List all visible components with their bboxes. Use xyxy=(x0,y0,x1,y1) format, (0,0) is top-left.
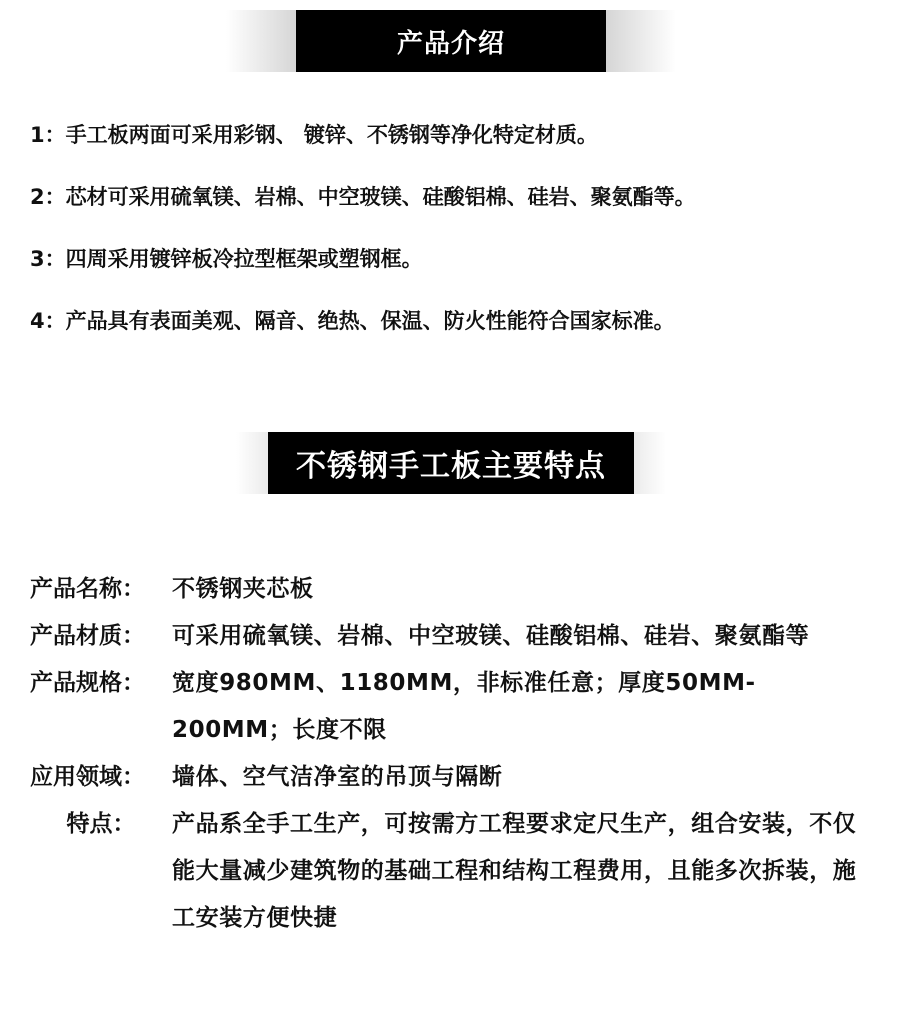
spec-row-name xyxy=(30,566,860,613)
features-banner xyxy=(0,432,902,494)
intro-item: 2：芯材可采用硫氧镁、岩棉、中空玻镁、硅酸铝棉、硅岩、聚氨酯等。 xyxy=(30,185,696,209)
spec-label: 应用领域： xyxy=(30,764,145,790)
spec-value: 宽度980MM、1180MM，非标准任意；厚度50MM-200MM；长度不限 xyxy=(172,670,756,743)
intro-item: 3：四周采用镀锌板冷拉型框架或塑钢框。 xyxy=(30,247,423,271)
spec-row-size xyxy=(30,660,860,754)
spec-row-material xyxy=(30,613,860,660)
banner-shadow xyxy=(236,432,666,494)
spec-row-application xyxy=(30,754,860,801)
spec-table xyxy=(30,566,860,942)
intro-list xyxy=(30,110,880,358)
spec-label: 产品名称： xyxy=(30,576,145,602)
spec-label: 产品规格： xyxy=(30,670,145,696)
product-intro-banner xyxy=(0,10,902,72)
product-intro-section xyxy=(0,0,902,400)
spec-value: 不锈钢夹芯板 xyxy=(172,576,314,602)
intro-item: 1：手工板两面可采用彩钢、 镀锌、不锈钢等净化特定材质。 xyxy=(30,123,598,147)
spec-value: 可采用硫氧镁、岩棉、中空玻镁、硅酸铝棉、硅岩、聚氨酯等 xyxy=(172,623,810,649)
spec-value: 产品系全手工生产，可按需方工程要求定尺生产，组合安装，不仅能大量减少建筑物的基础工程和结构工程费用，且能多次拆装，施工安装方便快捷 xyxy=(172,811,857,931)
product-intro-title: 产品介绍 xyxy=(296,10,606,72)
features-title: 不锈钢手工板主要特点 xyxy=(268,432,634,494)
spec-row-features xyxy=(30,801,860,942)
banner-shadow xyxy=(226,10,676,72)
intro-item: 4：产品具有表面美观、隔音、绝热、保温、防火性能符合国家标准。 xyxy=(30,309,675,333)
spec-label: 产品材质： xyxy=(30,623,145,649)
features-section xyxy=(0,420,902,1009)
spec-value: 墙体、空气洁净室的吊顶与隔断 xyxy=(172,764,503,790)
spec-label: 特点： xyxy=(66,811,136,837)
